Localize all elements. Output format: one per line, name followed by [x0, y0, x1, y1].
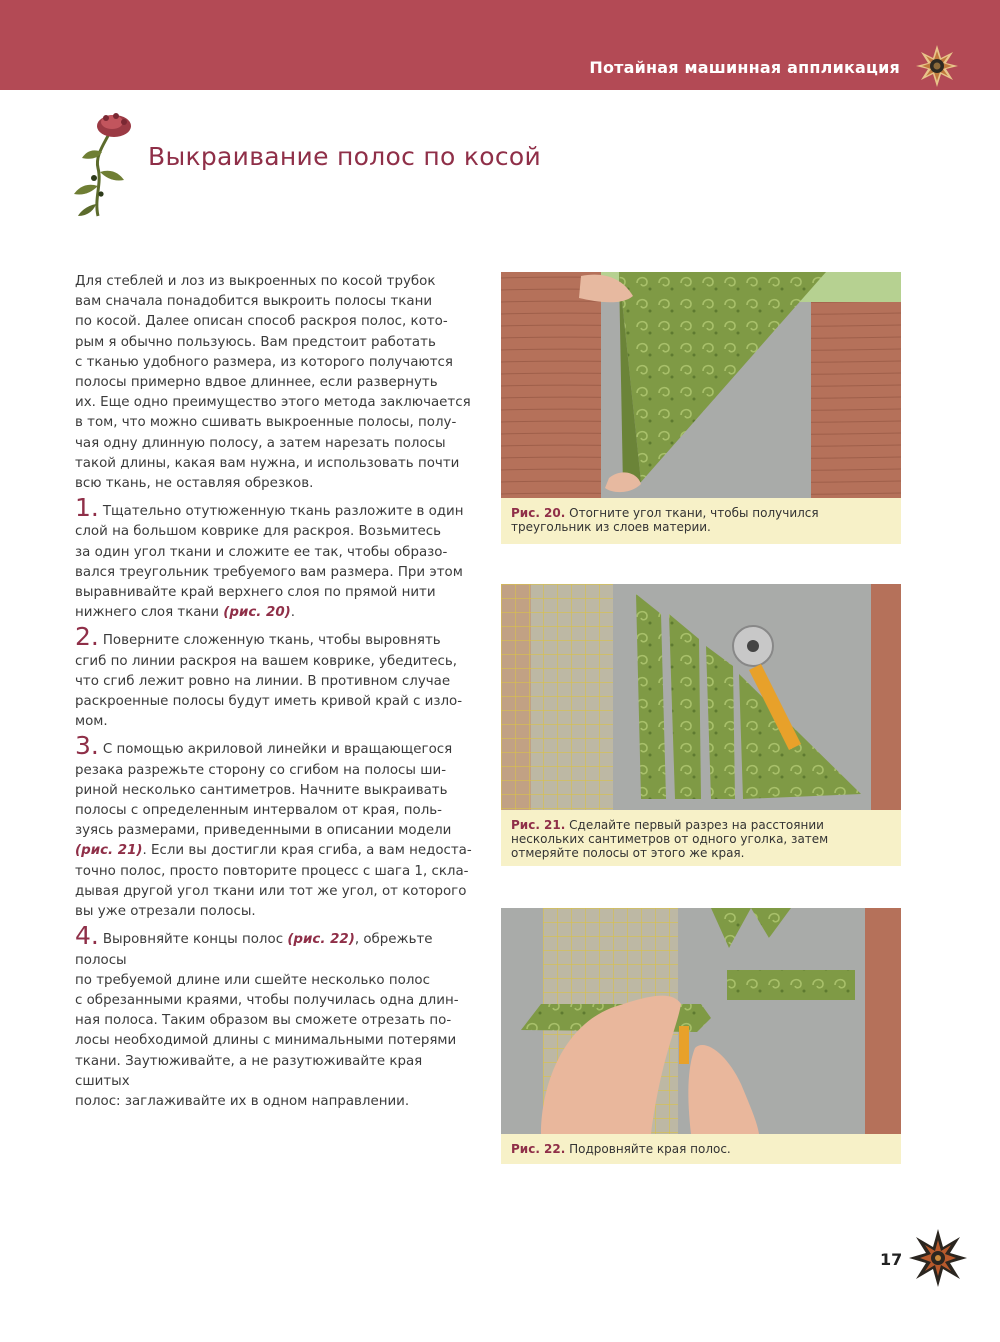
caption-text: Сделайте первый разрез на расстоянии: [569, 818, 824, 832]
step-2: [75, 622, 475, 732]
photo-trim-strips: [501, 908, 901, 1134]
photo-fold-triangle: [501, 272, 901, 498]
text-line: риной несколько сантиметров. Начните выкраивать: [75, 782, 448, 798]
photo-cut-strips: [501, 584, 901, 810]
text-line: зуясь размерами, приведенными в описании модели: [75, 823, 452, 839]
text-line: вам сначала понадобится выкроить полосы ткани: [75, 294, 433, 310]
figure-caption: [501, 498, 901, 544]
step-4: [75, 921, 475, 1112]
text-line: Тщательно отутюженную ткань разложите в один: [102, 504, 464, 520]
text-line: С помощью акриловой линейки и вращающегося: [102, 742, 453, 758]
text-line: мом.: [75, 714, 108, 730]
text-fragment: Выровняйте концы полос: [102, 932, 288, 948]
text-line: чая одну длинную полосу, а затем нарезать полосы: [75, 435, 446, 451]
text-line: полос: заглаживайте их в одном направлении.: [75, 1093, 410, 1109]
figure-caption: [501, 1134, 901, 1164]
text-line: Для стеблей и лоз из выкроенных по косой трубок: [75, 274, 436, 289]
caption-text: нескольких сантиметров от одного уголка, затем: [511, 832, 829, 846]
step-number: 2.: [75, 622, 99, 652]
text-fragment: .: [290, 605, 296, 621]
figure-caption: [501, 810, 901, 866]
text-line: с обрезанными краями, чтобы получилась одна длин-: [75, 992, 459, 1008]
caption-label: Рис. 21.: [511, 818, 566, 832]
star-ornament-icon: [915, 44, 959, 88]
text-line: с тканью удобного размера, из которого получаются: [75, 354, 453, 370]
text-line: такой длины, какая вам нужна, и использовать почти: [75, 455, 460, 471]
text-line: вался треугольник требуемого вам размера. При этом: [75, 564, 463, 580]
text-line: слой на большом коврике для раскроя. Возьмитесь: [75, 524, 441, 540]
text-line: ная полоса. Таким образом вы сможете отрезать по-: [75, 1013, 452, 1029]
text-line: в том, что можно сшивать выкроенные полосы, полу-: [75, 415, 457, 431]
text-line: Поверните сложенную ткань, чтобы выровнять: [102, 633, 441, 649]
text-line: вы уже отрезали полосы.: [75, 904, 256, 920]
figure-reference: (рис. 21): [75, 843, 143, 859]
text-fragment: , обрежьте полосы: [75, 932, 433, 968]
text-line: полосы примерно вдвое длиннее, если развернуть: [75, 375, 438, 391]
figure-reference: (рис. 20): [223, 605, 291, 621]
text-line: всю ткань, не оставляя обрезков.: [75, 476, 314, 492]
step-3: [75, 731, 475, 922]
body-text: [75, 272, 475, 1116]
caption-text: Подровняйте края полос.: [569, 1142, 731, 1156]
page-number: 17: [880, 1250, 903, 1269]
caption-text: Отогните угол ткани, чтобы получился: [569, 506, 819, 520]
text-line: полосы с определенным интервалом от края, поль-: [75, 803, 442, 819]
text-line: их. Еще одно преимущество этого метода заключается: [75, 395, 471, 411]
figure-22: [501, 908, 901, 1164]
text-line: раскроенные полосы будут иметь кривой край с изло-: [75, 694, 463, 710]
running-header-title: Потайная машинная аппликация: [589, 58, 900, 77]
step-number: 4.: [75, 921, 99, 951]
text-line: точно полос, просто повторите процесс с шага 1, скла-: [75, 863, 469, 879]
caption-label: Рис. 22.: [511, 1142, 566, 1156]
step-1: [75, 493, 475, 623]
text-line: за один угол ткани и сложите ее так, чтобы образо-: [75, 544, 448, 560]
text-line: выравнивайте край верхнего слоя по прямой нити: [75, 585, 436, 601]
flower-ornament-icon: [68, 108, 140, 218]
text-line: что сгиб лежит ровно на линии. В противном случае: [75, 673, 451, 689]
text-line: по требуемой длине или сшейте несколько полос: [75, 972, 430, 988]
caption-text: треугольник из слоев материи.: [511, 520, 711, 534]
text-line: по косой. Далее описан способ раскроя полос, кото-: [75, 314, 448, 330]
step-number: 3.: [75, 731, 99, 761]
figure-21: [501, 584, 901, 866]
caption-text: отмеряйте полосы от этого же края.: [511, 846, 745, 860]
section-title: Выкраивание полос по косой: [148, 142, 542, 171]
text-line: сгиб по линии раскроя на вашем коврике, убедитесь,: [75, 653, 457, 669]
text-line: ткани. Заутюживайте, а не разутюживайте края сшитых: [75, 1053, 423, 1089]
figure-20: [501, 272, 901, 544]
star-ornament-icon: [908, 1228, 968, 1288]
text-line: рым я обычно пользуюсь. Вам предстоит работать: [75, 334, 436, 350]
caption-label: Рис. 20.: [511, 506, 566, 520]
text-line: лосы необходимой длины с минимальными потерями: [75, 1033, 457, 1049]
text-line: дывая другой угол ткани или тот же угол, от которого: [75, 883, 467, 899]
text-line: нижнего слоя ткани: [75, 605, 224, 621]
text-line: резака разрежьте сторону со сгибом на полосы ши-: [75, 762, 447, 778]
text-fragment: . Если вы достигли края сгиба, а вам недоста-: [142, 843, 472, 859]
intro-paragraph: [75, 272, 475, 494]
figure-reference: (рис. 22): [287, 932, 355, 948]
step-number: 1.: [75, 493, 99, 523]
